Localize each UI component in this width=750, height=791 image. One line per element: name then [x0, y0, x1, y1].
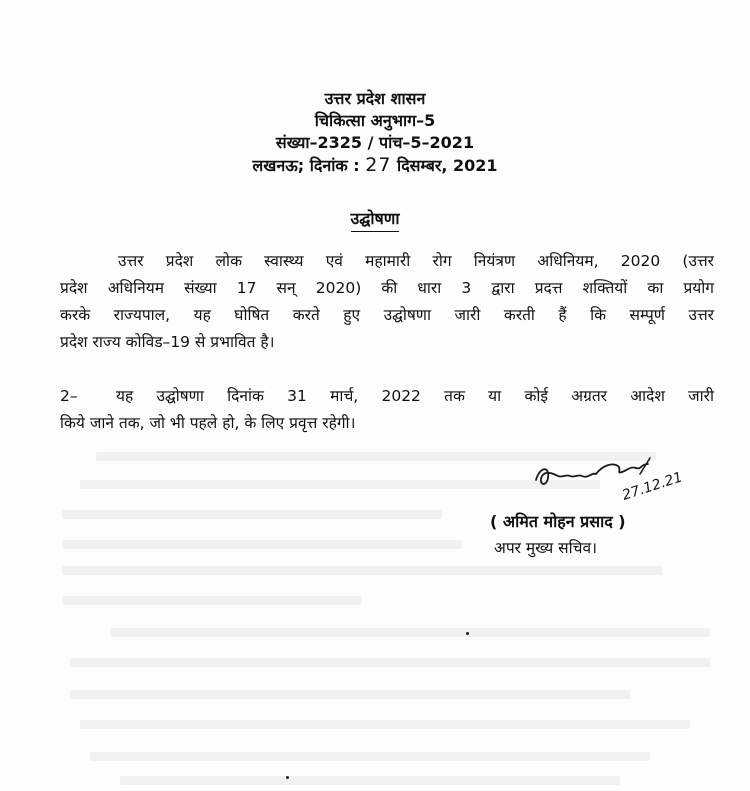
title-text: उद्घोषणा [351, 207, 400, 232]
paragraph-number: 2– [60, 387, 78, 405]
department-name: चिकित्सा अनुभाग–5 [314, 111, 436, 130]
signer-name: ( अमित मोहन प्रसाद ) [490, 512, 626, 531]
date-day: 27 [365, 154, 392, 176]
bleed-through-line [62, 596, 362, 605]
paragraph-line: उत्तर प्रदेश लोक स्वास्थ्य एवं महामारी रोग नियंत्रण अधिनियम, 2020 (उत्तर [118, 252, 714, 270]
letter-date [0, 154, 750, 177]
bleed-through-line [90, 752, 650, 761]
date-prefix: लखनऊ; दिनांक : [252, 156, 360, 175]
bleed-through-line [120, 776, 620, 785]
bleed-through-line [62, 566, 662, 575]
paragraph-2 [60, 383, 714, 437]
date-suffix: दिसम्बर, 2021 [397, 156, 498, 175]
government-name: उत्तर प्रदेश शासन [324, 89, 426, 108]
paragraph-line: करके राज्यपाल, यह घोषित करते हुए उद्घोषणा जारी करती हैं कि सम्पूर्ण उत्तर [60, 306, 714, 324]
signer-designation: अपर मुख्य सचिव। [494, 539, 597, 557]
paragraph-line [60, 383, 714, 410]
paragraph-line: किये जाने तक, जो भी पहले हो, के लिए प्रवृत्त रहेगी। [60, 414, 356, 432]
ink-dot [466, 632, 469, 635]
paragraph-line: प्रदेश अधिनियम संख्या 17 सन् 2020) की धारा 3 द्वारा प्रदत्त शक्तियों का प्रयोग [60, 279, 714, 297]
bleed-through-line [62, 510, 442, 519]
bleed-through-line [80, 720, 690, 729]
ink-dot [286, 776, 289, 779]
handwritten-signature [532, 452, 702, 512]
letter-header [0, 88, 750, 177]
reference-number: संख्या–2325 / पांच–5–2021 [275, 133, 475, 152]
bleed-through-line [70, 658, 710, 667]
bleed-through-line [62, 540, 462, 549]
paragraph-1 [60, 248, 714, 356]
signature-date: 27.12.21 [620, 469, 685, 504]
bleed-through-line [80, 480, 600, 489]
bleed-through-line [110, 628, 710, 637]
paragraph-line: प्रदेश राज्य कोविड–19 से प्रभावित है। [60, 333, 275, 351]
bleed-through-line [70, 690, 630, 699]
paragraph-line-text: यह उद्घोषणा दिनांक 31 मार्च, 2022 तक या कोई अग्रतर आदेश जारी [116, 387, 714, 405]
document-title [0, 207, 750, 232]
